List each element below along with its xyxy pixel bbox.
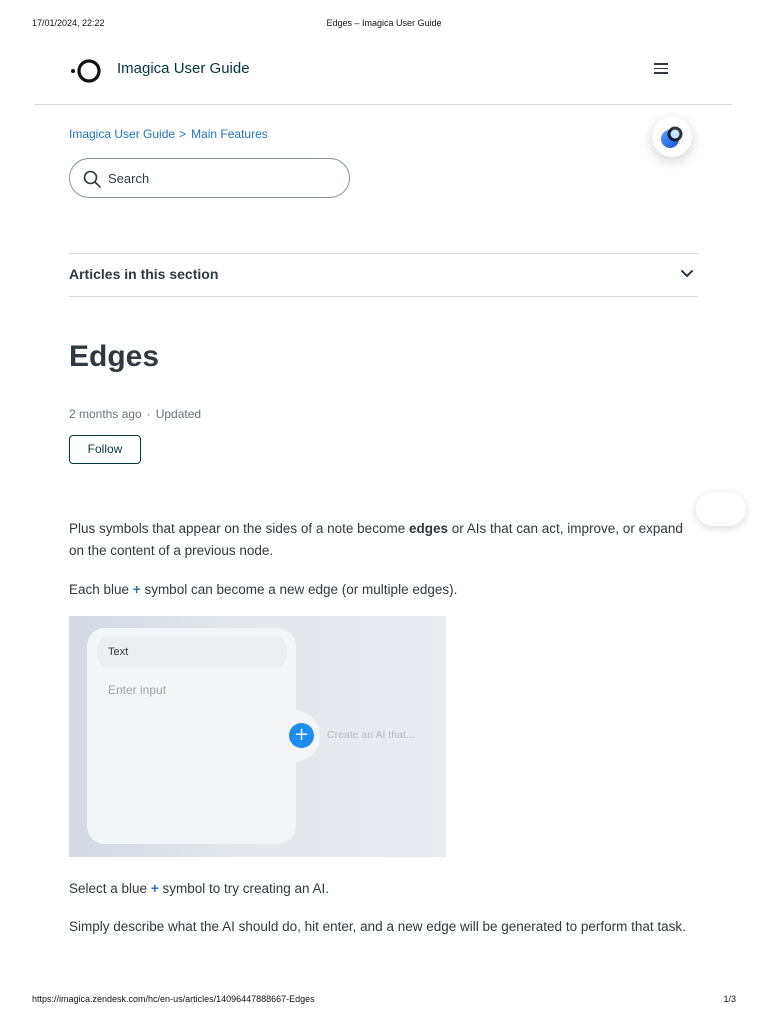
paragraph-describe-ai: Simply describe what the AI should do, hit enter, and a new edge will be generated to perform that task.	[69, 919, 686, 934]
articles-in-section-toggle[interactable]	[69, 253, 698, 297]
paragraph-text: symbol to try creating an AI.	[158, 881, 330, 896]
add-edge-plus-icon: +	[289, 723, 314, 748]
article-meta	[69, 407, 201, 421]
print-header	[32, 18, 736, 32]
paragraph-text: Each blue	[69, 582, 133, 597]
article-screenshot-figure	[69, 616, 446, 857]
article-time-ago: 2 months ago	[69, 407, 142, 421]
paragraph-text: or AIs that can act, improve, or expand on the content of a previous node.	[69, 521, 683, 558]
print-title: Edges – Imagica User Guide	[326, 18, 442, 28]
note-input-placeholder: Enter input	[108, 683, 167, 697]
breadcrumb-separator: >	[179, 127, 187, 141]
paragraph-text: Select a blue	[69, 881, 151, 896]
plus-symbol: +	[132, 582, 141, 597]
print-page-number: 1/3	[723, 994, 736, 1004]
note-header	[97, 636, 287, 668]
breadcrumb-item-main-features[interactable]: Main Features	[191, 127, 268, 141]
meta-separator: ·	[146, 407, 151, 421]
bold-edges: edges	[408, 521, 448, 536]
paragraph-edges-intro	[69, 518, 698, 562]
article-updated: Updated	[155, 407, 202, 421]
paragraph-text: symbol can become a new edge (or multiple edges).	[140, 582, 458, 597]
paragraph-select-plus	[69, 878, 698, 900]
side-feedback-tab[interactable]	[696, 492, 746, 526]
follow-button[interactable]: Follow	[69, 435, 141, 464]
search-icon	[82, 169, 102, 189]
print-footer	[32, 994, 736, 1008]
breadcrumb	[69, 127, 268, 141]
paragraph-text: Plus symbols that appear on the sides of a note become	[69, 521, 409, 536]
note-title: Text	[108, 646, 129, 658]
plus-symbol: +	[150, 881, 159, 896]
breadcrumb-item-guide[interactable]: Imagica User Guide	[69, 127, 176, 141]
paragraph-blue-plus	[69, 579, 698, 601]
search-placeholder[interactable]: Search	[108, 171, 150, 186]
site-header	[34, 52, 732, 105]
print-url: https://imagica.zendesk.com/hc/en-us/articles/14096447888667-Edges	[32, 994, 315, 1004]
help-widget-icon	[652, 117, 692, 157]
imagica-logo-icon[interactable]	[70, 56, 104, 84]
print-date: 17/01/2024, 22:22	[32, 18, 105, 28]
hamburger-menu-icon[interactable]	[654, 60, 672, 78]
section-label: Articles in this section	[69, 266, 219, 282]
article-title: Edges	[69, 340, 160, 373]
search-field[interactable]	[69, 158, 350, 198]
create-ai-hint: Create an AI that...	[327, 729, 415, 741]
chevron-down-icon	[680, 268, 694, 280]
note-card	[87, 628, 296, 844]
help-widget-button[interactable]	[652, 117, 692, 157]
brand-name[interactable]: Imagica User Guide	[117, 60, 250, 77]
